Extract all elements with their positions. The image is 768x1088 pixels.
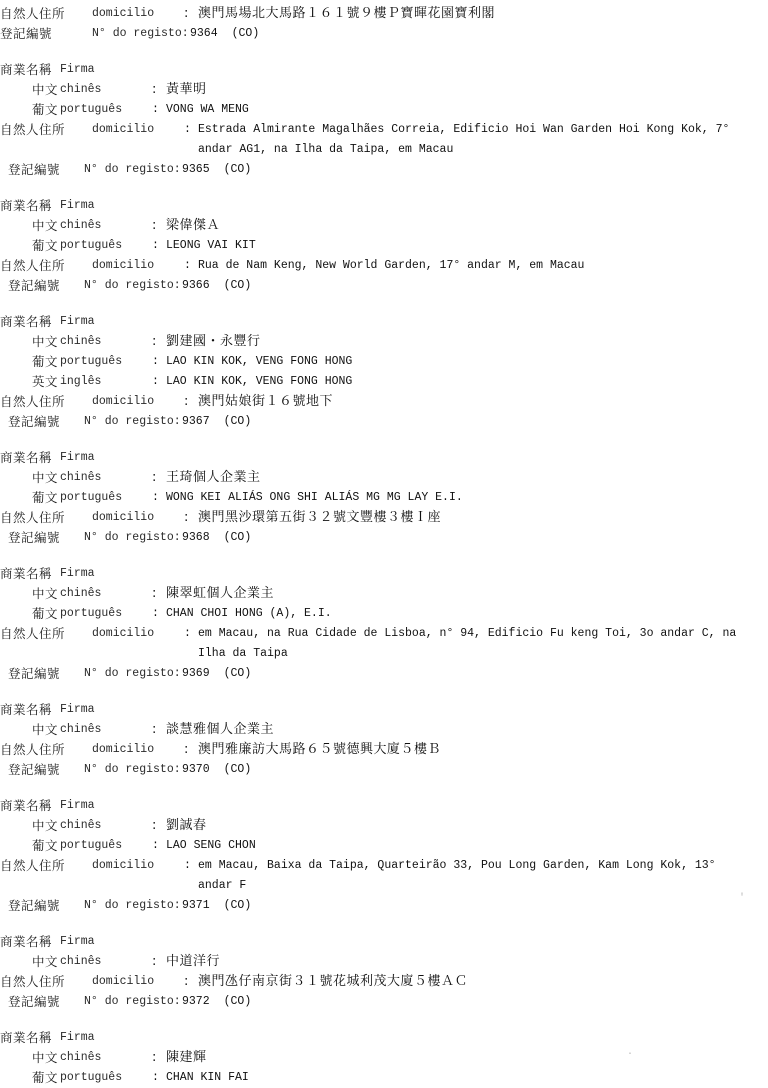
registry-label-zh: 登記編號	[8, 666, 61, 681]
domicile-continuation	[0, 140, 768, 160]
portuguese-name-value: CHAN CHOI HONG (A), E.I.	[166, 607, 332, 620]
registry-row	[0, 412, 768, 432]
colon: :	[152, 103, 159, 116]
registry-number: 9365	[182, 163, 210, 176]
domicile-value: 澳門黑沙環第五街３２號文豐樓３樓Ｉ座	[198, 510, 442, 525]
registry-suffix: (CO)	[231, 27, 260, 40]
chinese-label-pt: chinês	[60, 955, 102, 968]
registry-label-pt: N° do registo:	[84, 667, 181, 680]
colon: :	[184, 627, 191, 640]
domicile-value-line2: andar F	[198, 879, 247, 892]
portuguese-label-pt: português	[60, 239, 123, 252]
domicile-value: 澳門馬場北大馬路１６１號９樓Ｐ寶暉花園寶利閣	[198, 6, 496, 21]
firma-label-zh: 商業名稱	[0, 314, 53, 329]
registry-number: 9369	[182, 667, 210, 680]
domicile-label-pt: domicilio	[92, 743, 155, 756]
domicile-value: 澳門雅廉訪大馬路６５號德興大廈５樓Ｂ	[198, 742, 442, 757]
firma-row	[0, 932, 768, 952]
colon: :	[184, 859, 191, 872]
registry-suffix: (CO)	[223, 531, 252, 544]
registry-label-zh: 登記編號	[0, 26, 53, 41]
domicile-value: Rua de Nam Keng, New World Garden, 17° andar M, em Macau	[198, 259, 585, 272]
registry-label-zh: 登記編號	[8, 762, 61, 777]
chinese-label-pt: chinês	[60, 471, 102, 484]
chinese-name-value: 中道洋行	[166, 954, 221, 969]
registry-row	[0, 24, 768, 44]
domicile-value-line2: andar AG1, na Ilha da Taipa, em Macau	[198, 143, 454, 156]
chinese-label-zh: 中文	[32, 586, 59, 601]
chinese-label-zh: 中文	[32, 218, 59, 233]
registry-row	[0, 896, 768, 916]
registry-suffix: (CO)	[223, 163, 252, 176]
firma-label-pt: Firma	[60, 703, 95, 716]
colon: :	[184, 510, 189, 525]
domicile-label-zh: 自然人住所	[0, 122, 66, 137]
domicile-label-pt: domicilio	[92, 259, 155, 272]
domicile-continuation	[0, 876, 768, 896]
registry-row	[0, 160, 768, 180]
chinese-name-value: 王琦個人企業主	[166, 470, 261, 485]
chinese-label-pt: chinês	[60, 83, 102, 96]
firma-label-pt: Firma	[60, 799, 95, 812]
registry-number: 9368	[182, 531, 210, 544]
firma-row	[0, 700, 768, 720]
entry-9365	[0, 60, 768, 180]
registry-suffix: (CO)	[223, 899, 252, 912]
colon: :	[152, 491, 159, 504]
chinese-label-zh: 中文	[32, 82, 59, 97]
colon: :	[184, 259, 191, 272]
portuguese-label-pt: português	[60, 103, 123, 116]
entry-partial-top	[0, 0, 768, 44]
english-label-zh: 英文	[32, 374, 59, 389]
portuguese-label-zh: 葡文	[32, 838, 59, 853]
domicile-label-pt: domicilio	[92, 7, 155, 20]
portuguese-label-pt: português	[60, 355, 123, 368]
domicile-value: em Macau, na Rua Cidade de Lisboa, n° 94, Edificio Fu keng Toi, 3o andar C, na	[198, 627, 737, 640]
colon: :	[184, 123, 191, 136]
firma-label-pt: Firma	[60, 1031, 95, 1044]
registry-label-zh: 登記編號	[8, 414, 61, 429]
registry-row	[0, 664, 768, 684]
registry-number: 9367	[182, 415, 210, 428]
colon: :	[152, 722, 157, 737]
registry-label-zh: 登記編號	[8, 530, 61, 545]
chinese-label-zh: 中文	[32, 818, 59, 833]
entry-9366	[0, 196, 768, 296]
colon: :	[152, 607, 159, 620]
domicile-row	[0, 4, 768, 24]
firma-row	[0, 60, 768, 80]
portuguese-name-row	[0, 352, 768, 372]
english-name-row	[0, 372, 768, 392]
colon: :	[152, 586, 157, 601]
portuguese-name-value: WONG KEI ALIÁS ONG SHI ALIÁS MG MG LAY E.I.	[166, 491, 463, 504]
registry-number: 9370	[182, 763, 210, 776]
chinese-label-zh: 中文	[32, 470, 59, 485]
domicile-row	[0, 256, 768, 276]
colon: :	[152, 818, 157, 833]
chinese-name-value: 梁偉傑Ａ	[166, 218, 221, 233]
portuguese-name-value: LAO KIN KOK, VENG FONG HONG	[166, 355, 353, 368]
domicile-row	[0, 972, 768, 992]
english-name-value: LAO KIN KOK, VENG FONG HONG	[166, 375, 353, 388]
domicile-value: 澳門氹仔南京街３１號花城利茂大廈５樓ＡＣ	[198, 974, 469, 989]
domicile-label-pt: domicilio	[92, 395, 155, 408]
registry-label-zh: 登記編號	[8, 898, 61, 913]
firma-label-pt: Firma	[60, 935, 95, 948]
portuguese-name-row	[0, 1068, 768, 1088]
registry-label-zh: 登記編號	[8, 162, 61, 177]
chinese-label-zh: 中文	[32, 334, 59, 349]
registry-row	[0, 760, 768, 780]
chinese-label-pt: chinês	[60, 1051, 102, 1064]
domicile-label-zh: 自然人住所	[0, 974, 66, 989]
portuguese-label-zh: 葡文	[32, 1070, 59, 1085]
registry-label-zh: 登記編號	[8, 994, 61, 1009]
portuguese-label-zh: 葡文	[32, 102, 59, 117]
firma-label-zh: 商業名稱	[0, 934, 53, 949]
chinese-label-pt: chinês	[60, 219, 102, 232]
firma-label-pt: Firma	[60, 199, 95, 212]
portuguese-label-pt: português	[60, 607, 123, 620]
domicile-label-pt: domicilio	[92, 511, 155, 524]
firma-row	[0, 796, 768, 816]
colon: :	[152, 954, 157, 969]
scan-speck: .	[627, 1047, 634, 1058]
portuguese-name-row	[0, 488, 768, 508]
chinese-name-value: 劉建國・永豐行	[166, 334, 261, 349]
colon: :	[152, 218, 157, 233]
registry-label-pt: N° do registo:	[84, 531, 181, 544]
colon: :	[152, 355, 159, 368]
entry-9371	[0, 796, 768, 916]
domicile-label-zh: 自然人住所	[0, 394, 66, 409]
entry-9372	[0, 932, 768, 1012]
registry-label-pt: N° do registo:	[92, 27, 189, 40]
portuguese-label-zh: 葡文	[32, 606, 59, 621]
chinese-name-row	[0, 584, 768, 604]
domicile-row	[0, 624, 768, 644]
registry-label-pt: N° do registo:	[84, 995, 181, 1008]
chinese-name-row	[0, 720, 768, 740]
registry-suffix: (CO)	[223, 279, 252, 292]
registry-label-zh: 登記編號	[8, 278, 61, 293]
portuguese-label-zh: 葡文	[32, 354, 59, 369]
registry-number: 9371	[182, 899, 210, 912]
portuguese-label-pt: português	[60, 839, 123, 852]
registry-number: 9364	[190, 27, 218, 40]
colon: :	[152, 470, 157, 485]
chinese-label-pt: chinês	[60, 819, 102, 832]
registry-label-pt: N° do registo:	[84, 899, 181, 912]
portuguese-name-row	[0, 236, 768, 256]
chinese-name-value: 陳翠虹個人企業主	[166, 586, 275, 601]
domicile-value-line2: Ilha da Taipa	[198, 647, 288, 660]
registry-suffix: (CO)	[223, 667, 252, 680]
domicile-label-zh: 自然人住所	[0, 258, 66, 273]
domicile-label-pt: domicilio	[92, 627, 155, 640]
portuguese-name-row	[0, 836, 768, 856]
firma-label-pt: Firma	[60, 315, 95, 328]
registry-suffix: (CO)	[223, 995, 252, 1008]
portuguese-label-zh: 葡文	[32, 490, 59, 505]
colon: :	[152, 82, 157, 97]
scan-speck: '	[739, 893, 746, 904]
firma-label-pt: Firma	[60, 451, 95, 464]
registry-row	[0, 992, 768, 1012]
domicile-row	[0, 120, 768, 140]
english-label-pt: inglês	[60, 375, 102, 388]
chinese-name-row	[0, 332, 768, 352]
firma-label-pt: Firma	[60, 567, 95, 580]
domicile-label-pt: domicilio	[92, 975, 155, 988]
portuguese-name-row	[0, 604, 768, 624]
chinese-label-zh: 中文	[32, 954, 59, 969]
chinese-label-pt: chinês	[60, 723, 102, 736]
chinese-name-value: 黃華明	[166, 82, 207, 97]
chinese-name-row	[0, 80, 768, 100]
chinese-name-row	[0, 216, 768, 236]
colon: :	[152, 1071, 159, 1084]
chinese-name-row	[0, 1048, 768, 1068]
portuguese-name-value: VONG WA MENG	[166, 103, 249, 116]
domicile-label-zh: 自然人住所	[0, 6, 66, 21]
domicile-value: 澳門姑娘街１６號地下	[198, 394, 334, 409]
domicile-label-zh: 自然人住所	[0, 510, 66, 525]
colon: :	[152, 1050, 157, 1065]
chinese-name-value: 劉誠春	[166, 818, 207, 833]
chinese-label-pt: chinês	[60, 335, 102, 348]
domicile-row	[0, 508, 768, 528]
domicile-row	[0, 856, 768, 876]
domicile-label-pt: domicilio	[92, 123, 155, 136]
chinese-name-value: 談慧雅個人企業主	[166, 722, 275, 737]
entry-partial-bottom	[0, 1028, 768, 1088]
domicile-label-zh: 自然人住所	[0, 858, 66, 873]
chinese-name-row	[0, 816, 768, 836]
domicile-label-zh: 自然人住所	[0, 742, 66, 757]
firma-label-zh: 商業名稱	[0, 450, 53, 465]
chinese-name-row	[0, 952, 768, 972]
firma-row	[0, 564, 768, 584]
domicile-value: Estrada Almirante Magalhães Correia, Edificio Hoi Wan Garden Hoi Kong Kok, 7°	[198, 123, 730, 136]
firma-label-zh: 商業名稱	[0, 566, 53, 581]
domicile-row	[0, 740, 768, 760]
registry-suffix: (CO)	[223, 763, 252, 776]
colon: :	[152, 334, 157, 349]
firma-label-zh: 商業名稱	[0, 62, 53, 77]
portuguese-name-value: LEONG VAI KIT	[166, 239, 256, 252]
registry-row	[0, 276, 768, 296]
registry-row	[0, 528, 768, 548]
portuguese-name-value: LAO SENG CHON	[166, 839, 256, 852]
portuguese-label-pt: português	[60, 1071, 123, 1084]
chinese-label-zh: 中文	[32, 722, 59, 737]
firma-row	[0, 196, 768, 216]
colon: :	[184, 974, 189, 989]
firma-row	[0, 448, 768, 468]
registry-label-pt: N° do registo:	[84, 763, 181, 776]
registry-label-pt: N° do registo:	[84, 163, 181, 176]
colon: :	[184, 6, 189, 21]
colon: :	[184, 742, 189, 757]
domicile-continuation	[0, 644, 768, 664]
chinese-label-zh: 中文	[32, 1050, 59, 1065]
registry-label-pt: N° do registo:	[84, 279, 181, 292]
firma-label-zh: 商業名稱	[0, 1030, 53, 1045]
registry-number: 9372	[182, 995, 210, 1008]
registry-number: 9366	[182, 279, 210, 292]
colon: :	[152, 839, 159, 852]
colon: :	[152, 375, 159, 388]
colon: :	[152, 239, 159, 252]
entry-9367	[0, 312, 768, 432]
firma-label-pt: Firma	[60, 63, 95, 76]
domicile-value: em Macau, Baixa da Taipa, Quarteirão 33, Pou Long Garden, Kam Long Kok, 13°	[198, 859, 716, 872]
chinese-name-row	[0, 468, 768, 488]
firma-row	[0, 312, 768, 332]
portuguese-name-row	[0, 100, 768, 120]
entry-9369	[0, 564, 768, 684]
chinese-name-value: 陳建輝	[166, 1050, 207, 1065]
domicile-label-pt: domicilio	[92, 859, 155, 872]
chinese-label-pt: chinês	[60, 587, 102, 600]
registry-label-pt: N° do registo:	[84, 415, 181, 428]
domicile-label-zh: 自然人住所	[0, 626, 66, 641]
firma-label-zh: 商業名稱	[0, 702, 53, 717]
portuguese-label-pt: português	[60, 491, 123, 504]
entry-9370	[0, 700, 768, 780]
portuguese-name-value: CHAN KIN FAI	[166, 1071, 249, 1084]
portuguese-label-zh: 葡文	[32, 238, 59, 253]
firma-label-zh: 商業名稱	[0, 198, 53, 213]
firma-row	[0, 1028, 768, 1048]
registry-suffix: (CO)	[223, 415, 252, 428]
firma-label-zh: 商業名稱	[0, 798, 53, 813]
domicile-row	[0, 392, 768, 412]
entry-9368	[0, 448, 768, 548]
colon: :	[184, 394, 189, 409]
